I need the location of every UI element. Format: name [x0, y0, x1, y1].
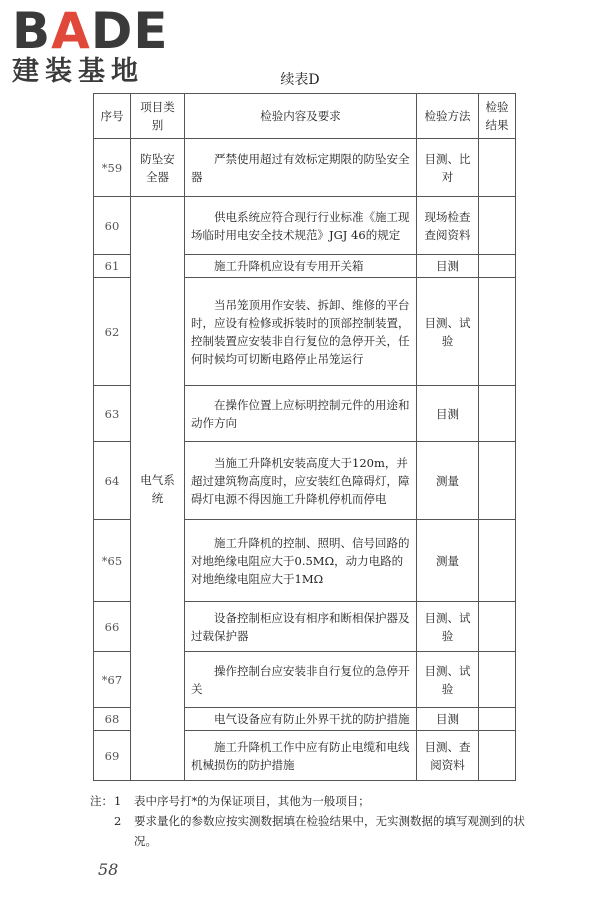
row-method: 目测、试验 — [417, 652, 479, 708]
row-method: 目测 — [417, 708, 479, 731]
row-result — [479, 731, 516, 781]
row-method: 目测 — [417, 255, 479, 278]
notes — [90, 791, 530, 851]
row-requirement: 设备控制柜应设有相序和断相保护器及过载保护器 — [185, 602, 417, 652]
row-category: 防坠安全器 — [131, 139, 185, 197]
row-result — [479, 197, 516, 255]
row-requirement: 施工升降机工作中应有防止电缆和电线机械损伤的防护措施 — [185, 731, 417, 781]
note-text: 要求量化的参数应按实测数据填在检验结果中，无实测数据的填写观测到的状况。 — [134, 814, 525, 848]
table-row — [94, 197, 516, 255]
row-requirement: 严禁使用超过有效标定期限的防坠安全器 — [185, 139, 417, 197]
table-title: 续表D — [280, 72, 320, 88]
notes-label: 注： — [90, 794, 113, 808]
row-result — [479, 442, 516, 520]
row-requirement: 供电系统应符合现行行业标准《施工现场临时用电安全技术规范》JGJ 46的规定 — [185, 197, 417, 255]
row-result — [479, 708, 516, 731]
row-number: 60 — [94, 197, 131, 255]
row-category-electrical: 电气系统 — [131, 197, 185, 781]
row-method: 目测、查阅资料 — [417, 731, 479, 781]
row-result — [479, 652, 516, 708]
row-number: 64 — [94, 442, 131, 520]
note-number: 2 — [114, 814, 122, 828]
note-item — [90, 811, 530, 851]
row-method: 目测、试验 — [417, 278, 479, 386]
row-number: 69 — [94, 731, 131, 781]
logo-wordmark: BADE — [12, 2, 169, 60]
table-header-row — [94, 94, 516, 139]
row-number: 63 — [94, 386, 131, 442]
row-requirement: 电气设备应有防止外界干扰的防护措施 — [185, 708, 417, 731]
row-number: *65 — [94, 520, 131, 602]
row-number: 66 — [94, 602, 131, 652]
row-number: 61 — [94, 255, 131, 278]
row-number: 68 — [94, 708, 131, 731]
header-category: 项目类别 — [131, 94, 185, 139]
row-requirement: 当施工升降机安装高度大于120m，并超过建筑物高度时，应安装红色障碍灯，障碍灯电源不得因施工升降机停机而停电 — [185, 442, 417, 520]
row-requirement: 施工升降机的控制、照明、信号回路的对地绝缘电阻应大于0.5MΩ，动力电路的对地绝缘电阻应大于1MΩ — [185, 520, 417, 602]
row-requirement: 在操作位置上应标明控制元件的用途和动作方向 — [185, 386, 417, 442]
row-result — [479, 139, 516, 197]
row-method: 测量 — [417, 520, 479, 602]
note-item — [90, 791, 530, 811]
row-result — [479, 602, 516, 652]
row-result — [479, 386, 516, 442]
row-result — [479, 278, 516, 386]
row-number: *67 — [94, 652, 131, 708]
row-method: 目测、试验 — [417, 602, 479, 652]
row-requirement: 操作控制台应安装非自行复位的急停开关 — [185, 652, 417, 708]
row-requirement: 施工升降机应设有专用开关箱 — [185, 255, 417, 278]
row-method: 测量 — [417, 442, 479, 520]
row-method: 目测 — [417, 386, 479, 442]
row-method: 现场检查查阅资料 — [417, 197, 479, 255]
row-method: 目测、比对 — [417, 139, 479, 197]
header-no: 序号 — [94, 94, 131, 139]
row-number: *59 — [94, 139, 131, 197]
table-row — [94, 139, 516, 197]
row-result — [479, 520, 516, 602]
inspection-table — [93, 93, 516, 781]
row-requirement: 当吊笼顶用作安装、拆卸、维修的平台时，应设有检修或拆装时的顶部控制装置，控制装置应安装非自行复位的急停开关，任何时候均可切断电路停止吊笼运行 — [185, 278, 417, 386]
header-requirement: 检验内容及要求 — [185, 94, 417, 139]
header-result: 检验结果 — [479, 94, 516, 139]
page-number: 58 — [98, 860, 119, 879]
row-number: 62 — [94, 278, 131, 386]
logo-subtitle: 建装基地 — [12, 56, 144, 87]
header-method: 检验方法 — [417, 94, 479, 139]
note-text: 表中序号打*的为保证项目，其他为一般项目； — [134, 794, 370, 808]
note-number: 1 — [114, 794, 122, 808]
row-result — [479, 255, 516, 278]
